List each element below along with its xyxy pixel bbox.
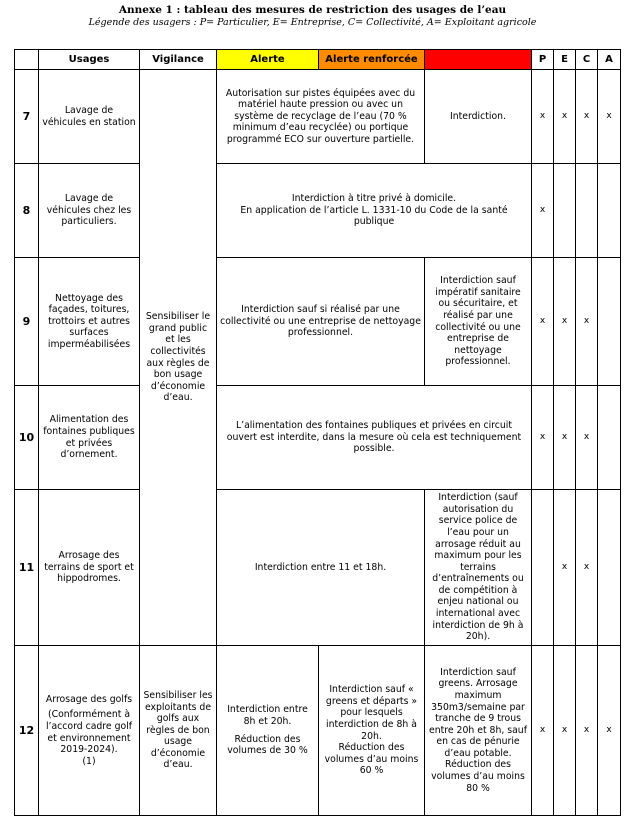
table-row	[15, 70, 621, 164]
users-legend: Légende des usagers : P= Particulier, E= Entreprise, C= Collectivité, A= Exploitant agricole	[88, 17, 537, 28]
mark-e	[554, 164, 576, 258]
mark-e: x	[554, 258, 576, 386]
usage-cell	[39, 646, 140, 816]
usage-line: (Conformément à l’accord cadre golf et environnement 2019-2024).	[45, 709, 133, 756]
mark-p: x	[532, 386, 554, 490]
table-row	[15, 490, 621, 646]
mark-c: x	[576, 490, 598, 646]
alerte-renforcee-cell: Interdiction entre 11 et 18h.	[217, 490, 425, 646]
table-header-row	[15, 50, 621, 70]
mark-c: x	[576, 258, 598, 386]
header-num	[15, 50, 39, 70]
mark-a	[598, 164, 621, 258]
vigilance-cell: Sensibiliser le grand public et les collectivités aux règles de bon usage d’économie d’eau.	[140, 70, 217, 646]
crise-cell: Interdiction sauf impératif sanitaire ou sécuritaire, et réalisé par une collectivité ou une entreprise de nettoyage professionnel.	[425, 258, 532, 386]
mark-p: x	[532, 70, 554, 164]
alerte-renforcee-cell	[319, 646, 425, 816]
table-row	[15, 258, 621, 386]
mark-p: x	[532, 646, 554, 816]
mark-c: x	[576, 646, 598, 816]
mark-p: x	[532, 164, 554, 258]
document-title: Annexe 1 : tableau des mesures de restriction des usages de l’eau	[118, 4, 507, 16]
alerte-to-crise-cell: L’alimentation des fontaines publiques et privées en circuit ouvert est interdite, dans la mesure où cela est techniquement possible.	[217, 386, 532, 490]
alerte-renforcee-cell: Autorisation sur pistes équipées avec du matériel haute pression ou avec un système de recyclage de l’eau (70 % minimum d’eau recyclée) ou portique programmé ECO sur ouverture partielle.	[217, 70, 425, 164]
mark-c: x	[576, 386, 598, 490]
vigilance-cell: Sensibiliser les exploitants de golfs aux règles de bon usage d’économie d’eau.	[140, 646, 217, 816]
mark-e: x	[554, 490, 576, 646]
measure-line: En application de l’article L. 1331-10 du Code de la santé publique	[240, 204, 508, 228]
header-alerte: Alerte	[217, 50, 319, 70]
header-alerte-renforcee: Alerte renforcée	[319, 50, 425, 70]
row-number: 9	[15, 258, 39, 386]
measure-line: Réduction des volumes d’au moins 80 %	[431, 759, 525, 794]
header-c: C	[576, 50, 598, 70]
mark-a	[598, 386, 621, 490]
table-row	[15, 646, 621, 816]
mark-p: x	[532, 258, 554, 386]
header-p: P	[532, 50, 554, 70]
crise-cell: Interdiction (sauf autorisation du service police de l’eau pour un arrosage réduit au maximum pour les terrains d’entraînements ou de compétition à enjeu national ou international avec interdiction de 9h à 20h).	[425, 490, 532, 646]
measure-line: Réduction des volumes d’au moins 60 %	[324, 742, 419, 777]
usage-cell: Nettoyage des façades, toitures, trottoirs et autres surfaces imperméabilisées	[39, 258, 140, 386]
usage-cell: Lavage de véhicules chez les particuliers.	[39, 164, 140, 258]
measure-line: Interdiction à titre privé à domicile.	[291, 193, 457, 205]
restriction-table	[14, 49, 621, 816]
crise-cell: Interdiction.	[425, 70, 532, 164]
measure-line: Réduction des volumes de 30 %	[227, 733, 308, 757]
mark-a: x	[598, 70, 621, 164]
header-usages: Usages	[39, 50, 140, 70]
header-vigilance: Vigilance	[140, 50, 217, 70]
mark-e: x	[554, 386, 576, 490]
mark-a	[598, 258, 621, 386]
crise-cell	[425, 646, 532, 816]
usage-cell: Lavage de véhicules en station	[39, 70, 140, 164]
measure-line: Interdiction entre 8h et 20h.	[227, 704, 308, 727]
mark-a	[598, 490, 621, 646]
row-number: 8	[15, 164, 39, 258]
header-crise: Crise	[425, 50, 532, 70]
alerte-to-crise-cell	[217, 164, 532, 258]
mark-p	[532, 490, 554, 646]
usage-cell: Alimentation des fontaines publiques et privées d’ornement.	[39, 386, 140, 490]
mark-e: x	[554, 70, 576, 164]
mark-c	[576, 164, 598, 258]
table-row	[15, 164, 621, 258]
row-number: 12	[15, 646, 39, 816]
row-number: 11	[15, 490, 39, 646]
usage-line: Arrosage des golfs	[45, 693, 133, 705]
row-number: 7	[15, 70, 39, 164]
alerte-renforcee-cell: Interdiction sauf si réalisé par une collectivité ou une entreprise de nettoyage professionnel.	[217, 258, 425, 386]
mark-a: x	[598, 646, 621, 816]
table-row	[15, 386, 621, 490]
header-a: A	[598, 50, 621, 70]
mark-c: x	[576, 70, 598, 164]
usage-footnote: (1)	[82, 755, 96, 767]
measure-line: Interdiction sauf greens. Arrosage maximum 350m3/semaine par tranche de 9 trous entre 20h et 8h, sauf en cas de pénurie d’eau potable.	[429, 666, 527, 759]
alerte-cell	[217, 646, 319, 816]
mark-e: x	[554, 646, 576, 816]
measure-line: Interdiction sauf « greens et départs » pour lesquels interdiction de 8h à 20h.	[325, 684, 418, 742]
header-e: E	[554, 50, 576, 70]
page-header	[0, 4, 625, 29]
row-number: 10	[15, 386, 39, 490]
usage-cell: Arrosage des terrains de sport et hippodromes.	[39, 490, 140, 646]
